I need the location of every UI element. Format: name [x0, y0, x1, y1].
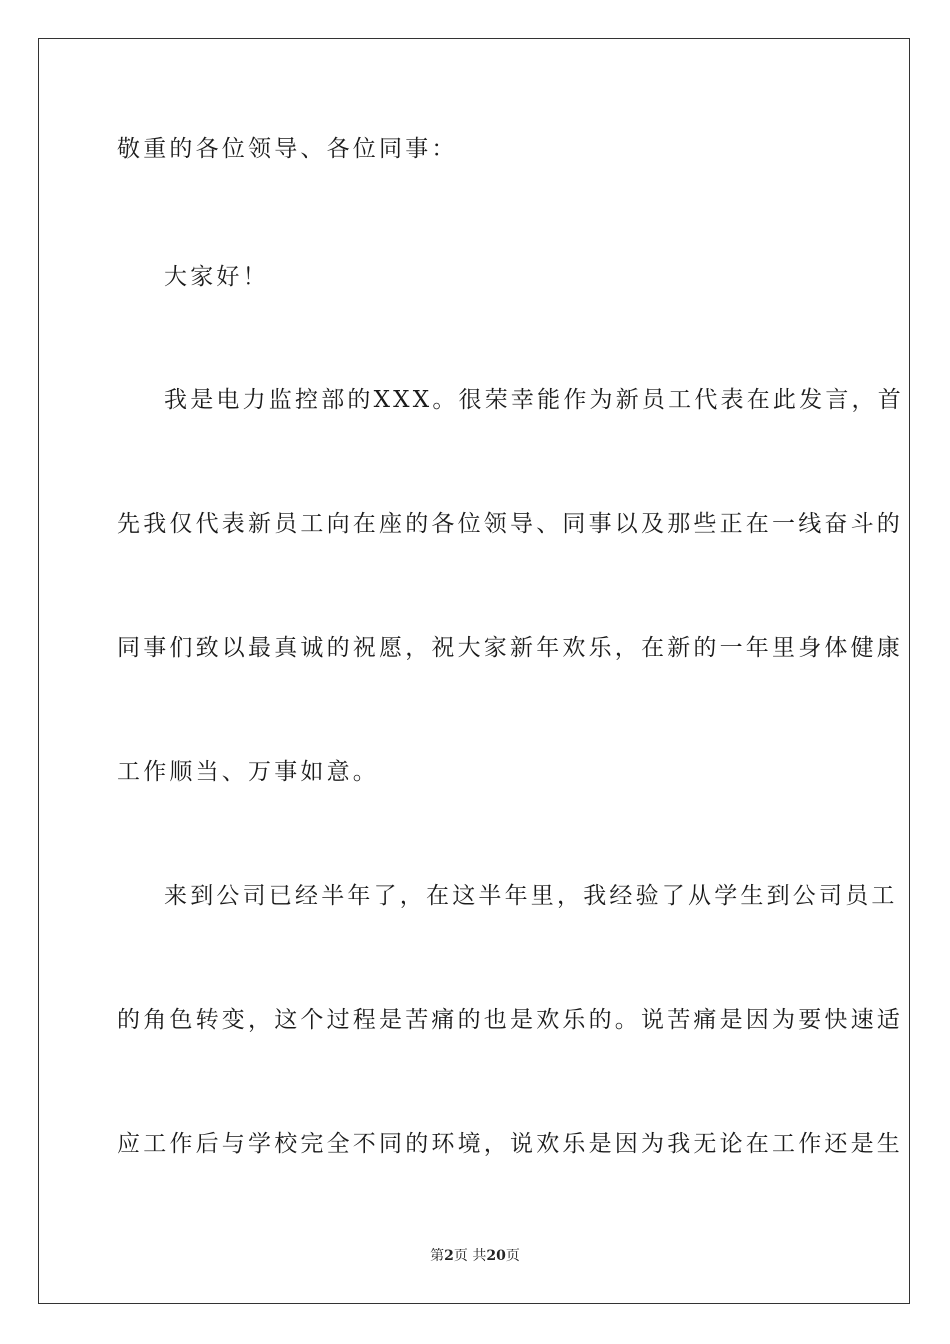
footer-middle: 页 共: [453, 1248, 487, 1264]
greeting-line: 大家好！: [164, 264, 269, 290]
footer-suffix: 页: [505, 1248, 520, 1264]
paragraph-1-line-3: 同事们致以最真诚的祝愿，祝大家新年欢乐，在新的一年里身体健康: [117, 635, 903, 661]
total-page-count: 20: [486, 1248, 506, 1264]
paragraph-1-line-4: 工作顺当、万事如意。: [117, 759, 379, 785]
current-page-number: 2: [444, 1248, 454, 1264]
salutation-line: 敬重的各位领导、各位同事：: [117, 136, 458, 162]
paragraph-1-line-2: 先我仅代表新员工向在座的各位领导、同事以及那些正在一线奋斗的: [117, 511, 903, 537]
footer-prefix: 第: [430, 1248, 445, 1264]
paragraph-2-line-1: 来到公司已经半年了，在这半年里，我经验了从学生到公司员工: [164, 883, 898, 909]
paragraph-1-line-1: 我是电力监控部的XXX。很荣幸能作为新员工代表在此发言，首: [164, 387, 904, 413]
paragraph-2-line-3: 应工作后与学校完全不同的环境，说欢乐是因为我无论在工作还是生: [117, 1131, 903, 1157]
page-border: [38, 38, 910, 1304]
page-footer: [0, 1247, 950, 1265]
paragraph-2-line-2: 的角色转变，这个过程是苦痛的也是欢乐的。说苦痛是因为要快速适: [117, 1007, 903, 1033]
